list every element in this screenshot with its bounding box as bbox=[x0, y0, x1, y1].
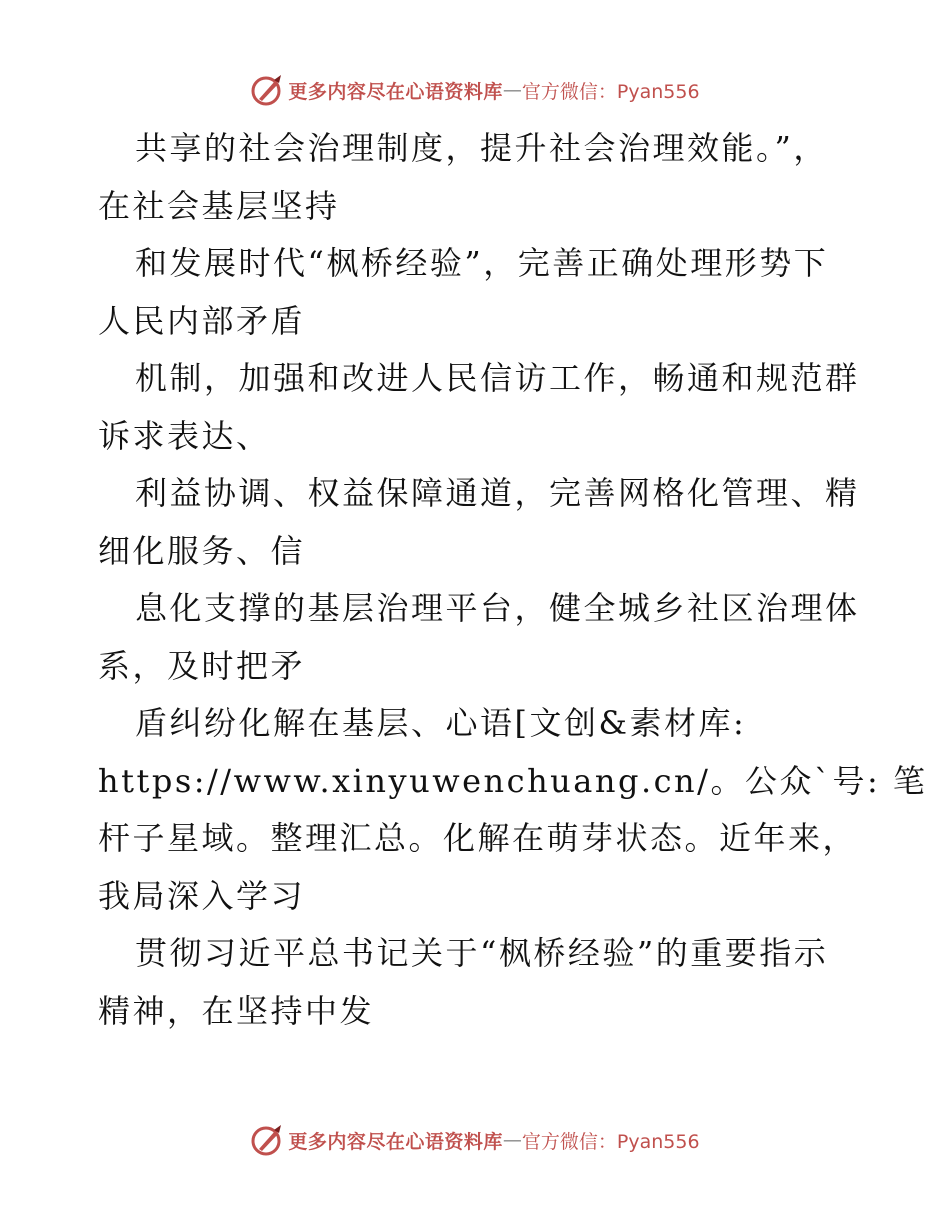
body-line: 盾纠纷化解在基层、心语[文创&素材库: bbox=[135, 704, 747, 742]
body-line: 细化服务、信 bbox=[98, 531, 306, 570]
body-line: 机制，加强和改进人民信访工作，畅通和规范群 bbox=[135, 359, 860, 397]
document-body bbox=[98, 120, 928, 1040]
body-line: 共享的社会治理制度，提升社会治理效能。”， bbox=[135, 129, 828, 167]
body-line: 精神，在坚持中发 bbox=[98, 991, 375, 1030]
body-line: 利益协调、权益保障通道，完善网格化管理、精 bbox=[135, 474, 860, 512]
body-line: 系，及时把矛 bbox=[98, 646, 306, 685]
banner-contact-text: 官方微信：Pyan556 bbox=[521, 1130, 700, 1153]
body-line: 和发展时代“枫桥经验”，完善正确处理形势下 bbox=[135, 244, 829, 282]
quill-pen-logo-icon bbox=[250, 1123, 284, 1157]
banner-separator: — bbox=[502, 1129, 522, 1151]
banner-brand-text: 更多内容尽在心语资料库 bbox=[288, 1130, 503, 1153]
body-line: 人民内部矛盾 bbox=[98, 301, 306, 340]
banner-separator: — bbox=[502, 79, 522, 101]
banner-brand-text: 更多内容尽在心语资料库 bbox=[288, 80, 503, 103]
body-line: 杆子星域。整理汇总。化解在萌芽状态。近年来， bbox=[98, 819, 858, 857]
quill-pen-logo-icon bbox=[250, 73, 284, 107]
footer-banner bbox=[0, 1118, 950, 1162]
body-line: 贯彻习近平总书记关于“枫桥经验”的重要指示 bbox=[135, 934, 829, 972]
body-line-link: https://www.xinyuwenchuang.cn/。公众`号: 笔 bbox=[98, 761, 928, 800]
body-line: 我局深入学习 bbox=[98, 876, 306, 915]
body-line: 诉求表达、 bbox=[98, 416, 271, 455]
body-line: 在社会基层坚持 bbox=[98, 186, 340, 225]
banner-contact-text: 官方微信：Pyan556 bbox=[521, 80, 700, 103]
body-line: 息化支撑的基层治理平台，健全城乡社区治理体 bbox=[135, 589, 860, 627]
header-banner bbox=[0, 68, 950, 112]
